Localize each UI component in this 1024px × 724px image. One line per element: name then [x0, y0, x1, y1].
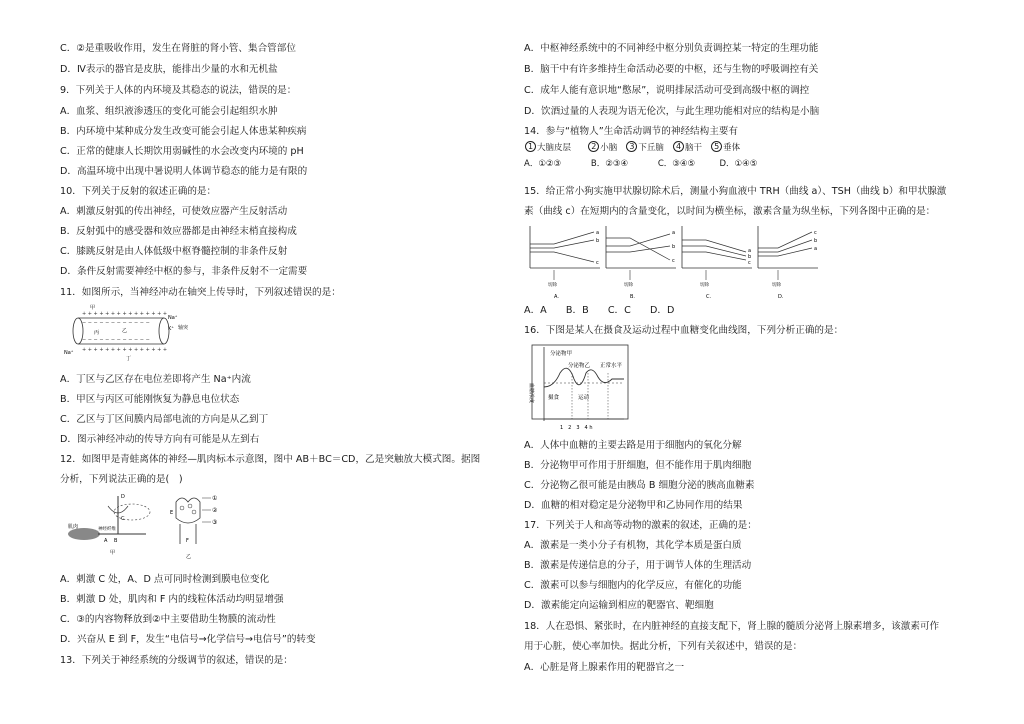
q15-label-d: D. — [778, 294, 784, 300]
q15-stem-line2: 素（曲线 c）在短期内的含量变化，以时间为横坐标，激素含量为纵坐标，下列各图中正确的是： — [524, 206, 936, 217]
svg-text:b: b — [814, 238, 818, 244]
q16-option-c: C．分泌物乙很可能是由胰岛 B 细胞分泌的胰高血糖素 — [524, 480, 755, 491]
svg-text:a: a — [672, 230, 676, 236]
q11-stem: 11．如图所示，当神经冲动在轴突上传导时，下列叙述错误的是： — [60, 287, 341, 298]
svg-text:b: b — [748, 254, 752, 260]
q15-cut-c: 切除 — [700, 283, 709, 288]
svg-text:③: ③ — [212, 519, 218, 526]
svg-text:a: a — [596, 230, 600, 236]
svg-text:②: ② — [212, 507, 218, 514]
q9-option-a: A．血浆、组织液渗透压的变化可能会引起组织水肿 — [60, 106, 278, 117]
svg-text:c: c — [814, 230, 817, 236]
svg-text:a: a — [814, 246, 818, 252]
q14-item-1: 大脑皮层 — [537, 143, 572, 153]
fig11-na2: Na⁺ — [64, 350, 74, 356]
q15-charts — [524, 222, 824, 302]
q13-stem: 13．下列关于神经系统的分级调节的叙述，错误的是： — [60, 655, 293, 666]
axon-figure — [64, 302, 194, 364]
q10-option-d: D．条件反射需要神经中枢的参与，非条件反射不一定需要 — [60, 266, 308, 277]
fig16-eat: 摄食 — [548, 395, 560, 401]
svg-text:+ + + + + + + + + + + + + + +: + + + + + + + + + + + + + + + — [82, 347, 168, 353]
fig12-F: F — [186, 538, 189, 544]
q10-option-a: A．刺激反射弧的传出神经，可使效应器产生反射活动 — [60, 206, 288, 217]
q16-option-a: A．人体中血糖的主要去路是用于细胞内的氧化分解 — [524, 440, 742, 451]
q9-option-d: D．高温环境中出现中暑说明人体调节稳态的能力是有限的 — [60, 166, 308, 177]
fig12-jia: 甲 — [110, 550, 116, 556]
fig12-jirou: 肌肉 — [68, 524, 79, 530]
q16-option-d: D．血糖的相对稳定是分泌物甲和乙协同作用的结果 — [524, 500, 743, 511]
q12-option-d: D．兴奋从 E 到 F，发生“电信号→化学信号→电信号”的转变 — [60, 634, 316, 645]
q17-option-c: C．激素可以参与细胞内的化学反应，有催化的功能 — [524, 580, 742, 591]
q15-cut-a: 切除 — [548, 283, 557, 288]
q14-stem: 14．参与“植物人”生命活动调节的神经结构主要有 — [524, 126, 739, 137]
svg-text:− − − − − − − − − − − −: − − − − − − − − − − − − — [82, 320, 150, 326]
fig11-jia: 甲 — [90, 305, 96, 311]
q12-option-b: B．刺激 D 处，肌肉和 F 内的线粒体活动均明显增强 — [60, 594, 284, 605]
q13-option-b: B．脑干中有许多维持生命活动必要的中枢，还与生物的呼吸调控有关 — [524, 64, 819, 75]
q8-option-c: C．②是重吸收作用，发生在肾脏的肾小管、集合管部位 — [60, 43, 296, 54]
q17-option-b: B．激素是传递信息的分子，用于调节人体的生理活动 — [524, 560, 752, 571]
q16-stem: 16．下图是某人在摄食及运动过程中血糖变化曲线图，下列分析正确的是： — [524, 325, 844, 336]
svg-text:c: c — [596, 260, 599, 266]
q14-option-c: C．③④⑤ — [657, 159, 696, 169]
blood-glucose-figure — [524, 343, 634, 431]
q14-item-4: 脑干 — [684, 143, 702, 153]
q17-stem: 17．下列关于人和高等动物的激素的叙述，正确的是： — [524, 520, 757, 531]
svg-text:c: c — [748, 260, 751, 266]
fig12-shenjing: 神经纤维 — [98, 527, 116, 532]
fig16-y: 血糖浓度 — [528, 383, 534, 404]
q10-stem: 10．下列关于反射的叙述正确的是： — [60, 186, 217, 197]
fig11-bing: 丙 — [94, 330, 100, 336]
q18-option-a: A．心脏是肾上腺素作用的靶器官之一 — [524, 662, 685, 673]
q14-item-5: 垂体 — [723, 143, 741, 153]
q14-options — [524, 158, 757, 170]
q14-option-a: A．①②③ — [524, 159, 562, 169]
q11-option-d: D．图示神经冲动的传导方向有可能是从左到右 — [60, 434, 260, 445]
q10-option-c: C．膝跳反射是由人体低级中枢脊髓控制的非条件反射 — [60, 246, 288, 257]
svg-text:+ + + + + + + + + + + + + + +: + + + + + + + + + + + + + + + — [82, 311, 168, 317]
q14-option-d: D．①④⑤ — [719, 159, 758, 169]
q12-stem-line1: 12．如图甲是青蛙离体的神经—肌肉标本示意图，图中 AB＋BC＝CD，乙是突触放大模式图。据图 — [60, 454, 481, 465]
fig11-na: Na⁺ — [168, 315, 178, 321]
q9-option-c: C．正常的健康人长期饮用弱碱性的水会改变内环境的 pH — [60, 146, 304, 157]
nerve-muscle-figure — [66, 490, 236, 570]
q15-options: A．A B．B C．C D．D — [524, 305, 675, 316]
q8-option-d: D．Ⅳ表示的器官是皮肤，能排出少量的水和无机盐 — [60, 64, 278, 75]
q15-chart-b — [606, 226, 676, 300]
q15-stem-line1: 15．给正常小狗实施甲状腺切除术后，测量小狗血液中 TRH（曲线 a）、TSH（曲线 b）和甲状腺激 — [524, 186, 947, 197]
q10-option-b: B．反射弧中的感受器和效应器都是由神经末梢直接构成 — [60, 226, 297, 237]
q15-label-c: C. — [706, 294, 712, 300]
svg-text:b: b — [672, 244, 676, 250]
q15-label-b: B. — [630, 294, 636, 300]
fig16-x: 1 2 3 4 h — [560, 425, 593, 431]
fig11-ding: 丁 — [126, 356, 132, 362]
fig16-run: 运动 — [578, 395, 590, 401]
q13-option-a: A．中枢神经系统中的不同神经中枢分别负责调控某一特定的生理功能 — [524, 43, 819, 54]
fig12-C: C — [121, 516, 125, 522]
svg-text:①: ① — [212, 495, 218, 502]
fig12-D: D — [121, 494, 125, 500]
q17-option-d: D．激素能定向运输到相应的靶器官、靶细胞 — [524, 600, 714, 611]
q12-option-c: C．③的内容物释放到②中主要借助生物膜的流动性 — [60, 614, 276, 625]
fig16-f1: 分泌物甲 — [550, 351, 573, 357]
q17-option-a: A．激素是一类小分子有机物，其化学本质是蛋白质 — [524, 540, 742, 551]
q11-option-c: C．乙区与丁区间膜内局部电流的方向是从乙到丁 — [60, 414, 269, 425]
q11-option-b: B．甲区与丙区可能刚恢复为静息电位状态 — [60, 394, 240, 405]
fig11-yi: 乙 — [122, 328, 128, 334]
fig16-f2: 分泌物乙 — [568, 363, 591, 369]
q16-option-b: B．分泌物甲可作用于肝细胞，但不能作用于肌肉细胞 — [524, 460, 752, 471]
fig11-zhou: 轴突 — [178, 325, 189, 331]
q9-stem: 9．下列关于人体的内环境及其稳态的说法，错误的是： — [60, 85, 297, 96]
fig12-B: B — [114, 538, 118, 544]
fig12-E: E — [170, 510, 174, 516]
q18-stem-line2: 用于心脏，使心率加快。据此分析，下列有关叙述中，错误的是： — [524, 641, 803, 652]
q15-chart-d — [758, 226, 818, 300]
fig16-f3: 正常水平 — [600, 363, 623, 369]
q12-stem-line2: 分析，下列说法正确的是( ) — [60, 474, 183, 485]
q14-items: 1 大脑皮层 2 小脑 3 下丘脑 4 脑干 5 垂体 — [524, 141, 740, 154]
q15-chart-c — [682, 226, 752, 300]
svg-text:c: c — [672, 258, 675, 264]
q18-stem-line1: 18．人在恐惧、紧张时，在内脏神经的直接支配下，肾上腺的髓质分泌肾上腺素增多，该激素可作 — [524, 621, 940, 632]
svg-text:a: a — [748, 248, 752, 254]
q9-option-b: B．内环境中某种成分发生改变可能会引起人体患某种疾病 — [60, 126, 307, 137]
q15-cut-d: 切除 — [772, 283, 781, 288]
fig12-yi: 乙 — [186, 554, 192, 560]
q12-option-a: A．刺激 C 处，A、D 点可同时检测到膜电位变化 — [60, 574, 270, 585]
q11-option-a: A．丁区与乙区存在电位差即将产生 Na⁺内流 — [60, 374, 251, 385]
fig11-k: K⁺ — [168, 326, 174, 332]
q13-option-c: C．成年人能有意识地“憋尿”，说明排尿活动可受到高级中枢的调控 — [524, 85, 810, 96]
q15-cut-b: 切除 — [624, 283, 633, 288]
q15-label-a: A. — [554, 294, 559, 300]
q14-item-3: 下丘脑 — [638, 143, 664, 153]
svg-text:− − − − − − − − − − − −: − − − − − − − − − − − − — [82, 337, 150, 343]
q13-option-d: D．饮酒过量的人表现为语无伦次，与此生理功能相对应的结构是小脑 — [524, 106, 820, 117]
q14-option-b: B．②③④ — [590, 159, 629, 169]
q14-item-2: 小脑 — [600, 143, 618, 153]
q15-chart-a — [530, 226, 600, 300]
fig12-A: A — [104, 538, 108, 544]
svg-text:b: b — [596, 238, 600, 244]
